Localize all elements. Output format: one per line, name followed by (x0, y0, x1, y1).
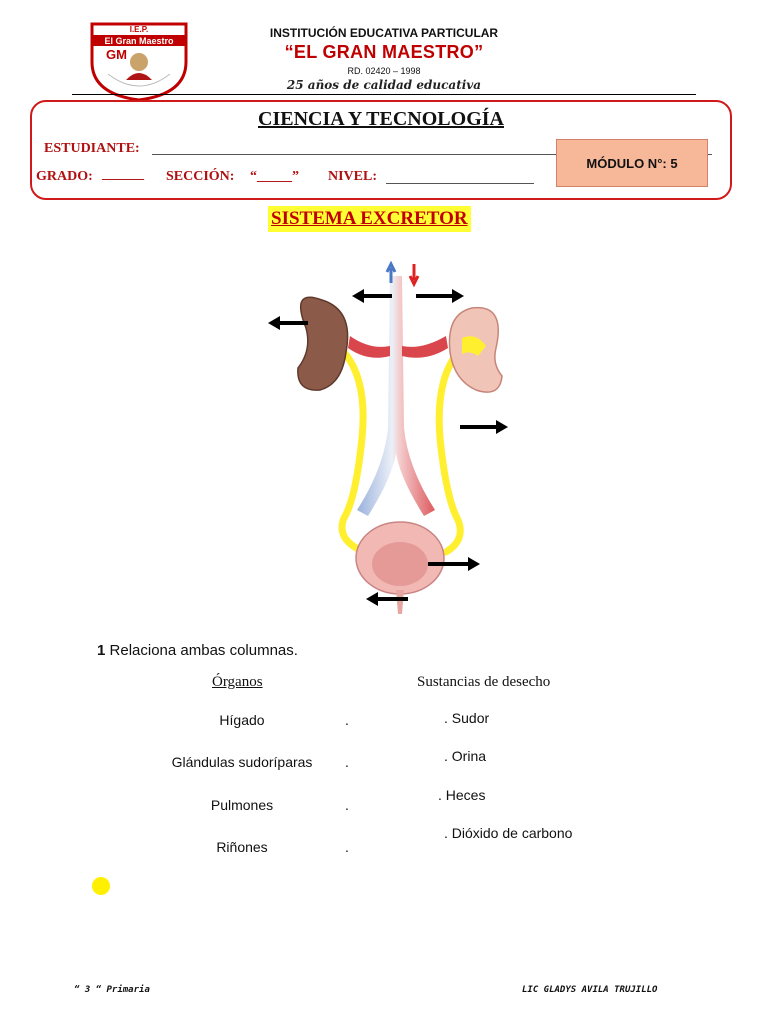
column-header-substances: Sustancias de desecho (417, 674, 551, 690)
footer-teacher: LIC GLADYS AVILA TRUJILLO (522, 985, 658, 995)
organ-item: Pulmones (210, 797, 274, 813)
match-point-left[interactable]: . (345, 839, 349, 855)
section-label: SECCIÓN: (166, 169, 235, 184)
organ-item: Riñones (216, 839, 268, 855)
substance-item[interactable]: . Orina (444, 748, 487, 764)
page-title: SISTEMA EXCRETOR (268, 206, 471, 232)
grade-blank[interactable]: ______ (102, 167, 144, 182)
institution-type: INSTITUCIÓN EDUCATIVA PARTICULAR (269, 26, 499, 40)
resolution-number: RD. 02420 – 1998 (347, 66, 421, 76)
level-blank-line[interactable] (386, 183, 534, 184)
yellow-dot-icon (92, 877, 110, 895)
logo-initials: GM (106, 47, 127, 62)
school-logo (86, 18, 192, 102)
substance-item[interactable]: . Dióxido de carbono (444, 825, 573, 841)
match-point-left[interactable]: . (345, 712, 349, 728)
organ-item: Hígado (219, 712, 265, 728)
excretory-system-diagram (250, 258, 520, 618)
logo-top-text: I.E.P. (129, 25, 149, 34)
student-label: ESTUDIANTE: (44, 141, 140, 156)
substance-item[interactable]: . Heces (438, 787, 486, 803)
footer-grade: “ 3 “ Primaria (74, 985, 150, 995)
logo-name: El Gran Maestro (104, 36, 174, 46)
module-number-box: MÓDULO N°: 5 (556, 139, 708, 187)
header-divider (72, 94, 696, 95)
school-tagline: 25 años de calidad educativa (286, 78, 482, 92)
school-name: “EL GRAN MAESTRO” (284, 42, 484, 62)
column-header-organs: Órganos (212, 674, 263, 690)
match-point-left[interactable]: . (345, 754, 349, 770)
organ-item: Glándulas sudoríparas (171, 754, 313, 770)
exercise-number: 1 (97, 642, 106, 659)
level-label: NIVEL: (328, 169, 378, 184)
section-blank[interactable]: “_____” (250, 169, 299, 184)
exercise-instruction (97, 642, 298, 659)
subject-title: CIENCIA Y TECNOLOGÍA (258, 108, 504, 130)
exercise-text: Relaciona ambas columnas. (109, 642, 298, 659)
grade-label: GRADO: (36, 169, 93, 184)
match-point-left[interactable]: . (345, 797, 349, 813)
substance-item[interactable]: . Sudor (444, 710, 490, 726)
